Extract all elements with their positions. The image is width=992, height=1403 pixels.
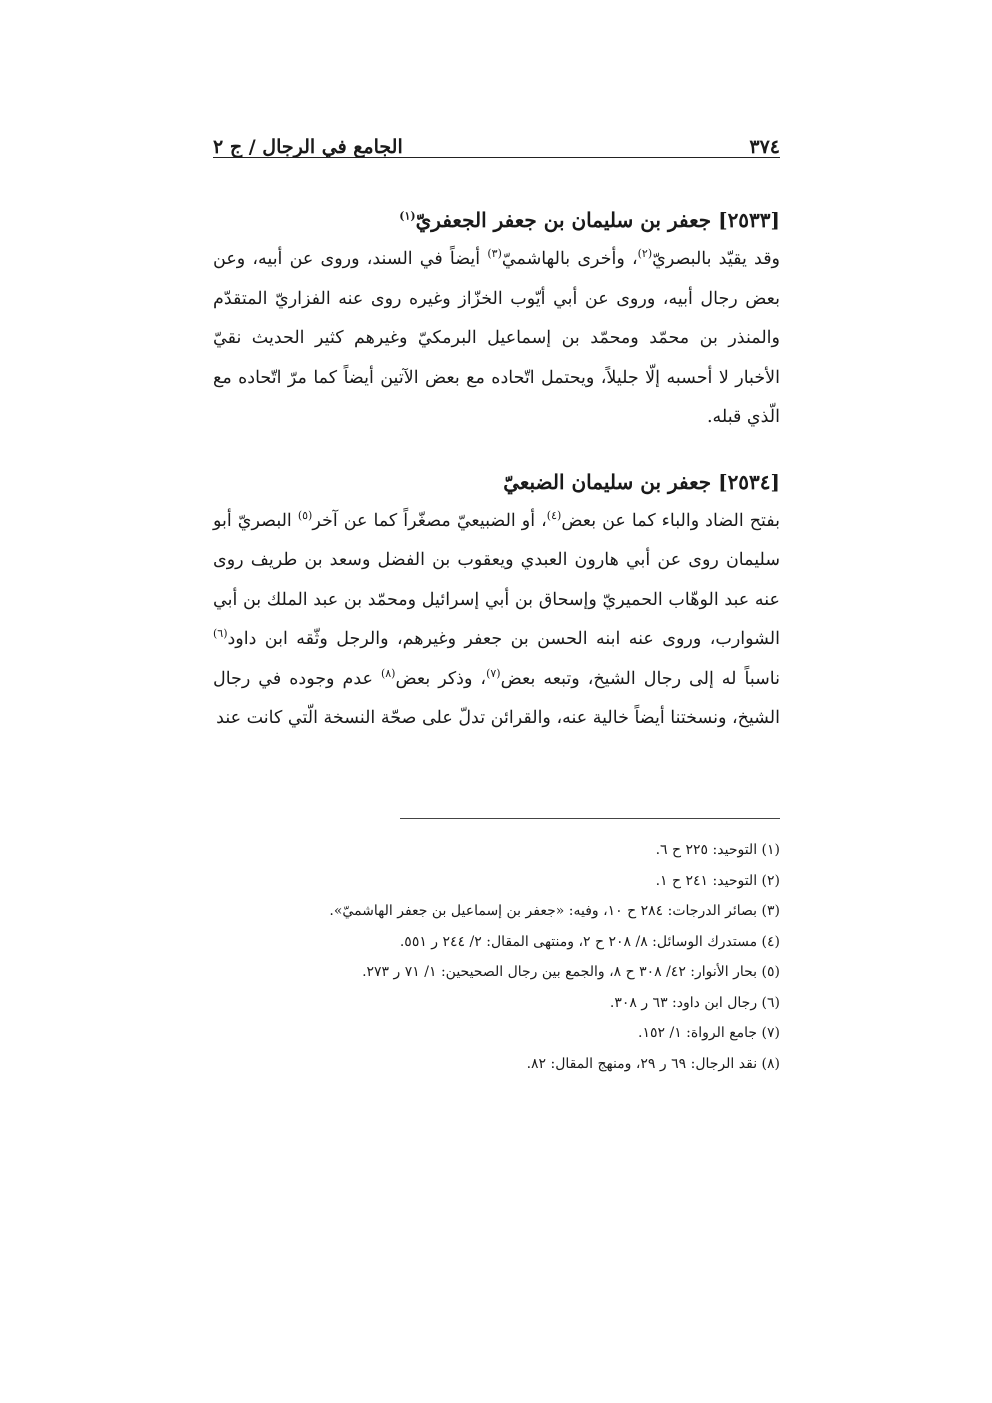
entry-heading: [٢٥٣٤] جعفر بن سليمان الضبعيّ [503, 469, 780, 494]
footnote: (٣) بصائر الدرجات: ٢٨٤ ح ١٠، وفيه: «جعفر بن إسماعيل بن جعفر الهاشميّ». [329, 903, 780, 919]
footnote-ref: (٧) [486, 666, 501, 680]
page-number: ٣٧٤ [749, 136, 780, 158]
footnote-ref: (١) [399, 209, 416, 223]
text-run: ، أو الضبيعيّ مصغّراً كما عن آخر [312, 510, 547, 531]
footnote: (١) التوحيد: ٢٢٥ ح ٦. [655, 842, 780, 858]
footnote-ref: (٢) [637, 247, 653, 261]
text-run: بفتح الضاد والباء كما عن بعض [561, 510, 780, 531]
footnote: (٦) رجال ابن داود: ٦٣ ر ٣٠٨. [609, 994, 780, 1011]
entry-heading: [٢٥٣٣] جعفر بن سليمان بن جعفر الجعفريّ$^{(١)}$ [399, 208, 780, 232]
text-run: وقد يقيّد بالبصريّ [652, 249, 781, 269]
footnote-ref: (٨) [380, 666, 396, 680]
text-run: عدم وجوده في رجال الشيخ، ونسختنا أيضاً خالية عنه، والقرائن تدلّ على صحّة النسخة الّتي كانت عند [213, 668, 780, 728]
footnote: (٤) مستدرك الوسائل: ٨/ ٢٠٨ ح ٢، ومنتهى المقال: ٢/ ٢٤٤ ر ٥٥١. [399, 933, 780, 950]
text-run: البصريّ أبو سليمان روى عن أبي هارون العبدي ويعقوب بن الفضل وسعد بن طريف روى عنه عبد الوهّاب الحميريّ وإسحاق بن أبي إسرائيل ومحمّد بن عبد الملك بن أبي الشوارب، وروى عنه ابنه الحسن بن جعفر وغيرهم، والرجل وثّقه ابن داود [213, 510, 780, 649]
footnote-ref: (٦) [213, 627, 228, 641]
footnote-divider [400, 818, 780, 819]
footnote: (٥) بحار الأنوار: ٤٢/ ٣٠٨ ح ٨، والجمع بين رجال الصحيحين: ١/ ٧١ ر ٢٧٣. [362, 964, 780, 980]
entry-paragraph [213, 240, 780, 438]
text-run: أيضاً في السند، وروى عن أبيه، وعن بعض رجال أبيه، وروى عن أبي أيّوب الخزّاز وغيره روى عنه الفزاريّ المتقدّم والمنذر بن محمّد ومحمّد بن إسماعيل البرمكيّ وغيرهم كثير الحديث نقيّ الأخبار لا أحسبه إلّا جليلاً، ويحتمل اتّحاده مع بعض الآتين أيضاً كما مرّ اتّحاده مع الّذي قبله. [213, 249, 780, 427]
entry-paragraph [213, 502, 780, 739]
footnote: (٢) التوحيد: ٢٤١ ح ١. [655, 872, 780, 889]
text-run: ، وذكر بعض [395, 668, 487, 689]
text-run: ، وأخرى بالهاشميّ [501, 249, 638, 269]
text-run: ناسباً له إلى رجال الشيخ، وتبعه بعض [500, 668, 780, 689]
footnote: (٧) جامع الرواة: ١/ ١٥٢. [638, 1025, 780, 1041]
entry [213, 200, 780, 438]
footnote-ref: (٤) [546, 508, 562, 522]
entry [213, 462, 780, 739]
main-text [213, 200, 780, 739]
footnote-ref: (٣) [487, 247, 502, 261]
book-title: الجامع في الرجال / ج ٢ [213, 136, 403, 158]
footnote: (٨) نقد الرجال: ٦٩ ر ٢٩، ومنهج المقال: ٨٢. [526, 1055, 780, 1072]
header-divider [213, 157, 780, 158]
footnotes-list [213, 835, 780, 1079]
running-header [213, 118, 780, 158]
footnote-ref: (٥) [297, 508, 313, 522]
